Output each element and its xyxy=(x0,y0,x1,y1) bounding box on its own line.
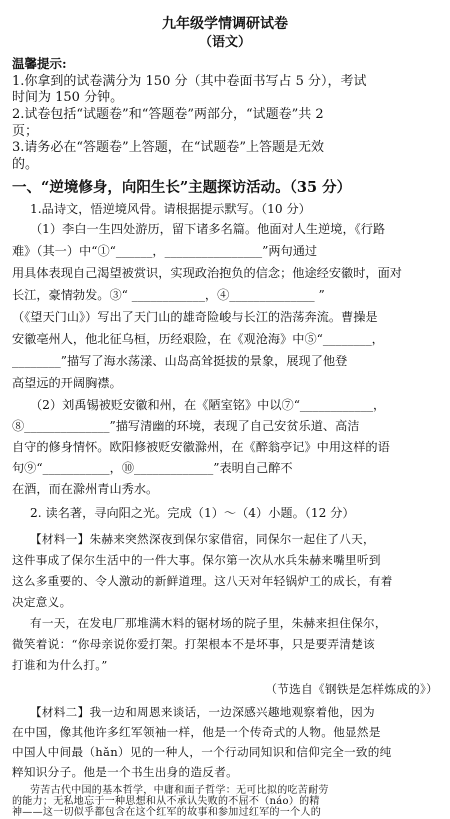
q1-line: 自守的修身情怀。欧阳修被贬安徽滁州，在《醉翁亭记》中用这样的语 xyxy=(12,440,390,454)
q1-line: 长江，豪情勃发。③“ ____________，④______________ ” xyxy=(12,288,325,302)
material-1-line: 决定意义。 xyxy=(12,595,72,609)
material-1-line: 这件事成了保尔生活中的一件大事。保尔第一次从水兵朱赫来嘴里听到 xyxy=(12,553,381,567)
notice-line: 1.你拿到的试卷满分为 150 分（其中卷面书写占 5 分），考试 xyxy=(12,74,367,89)
q1-line: 句⑨“___________，⑩_____________”表明自己醉不 xyxy=(12,461,293,475)
material-2-line: 【材料二】我一边和周恩来谈话，一边深感兴趣地观察着他，因为 xyxy=(30,705,375,719)
notice-line: 2.试卷包括“试题卷”和“答题卷”两部分，“试题卷”共 2 xyxy=(12,107,324,122)
q1-line: 高望远的开阔胸襟。 xyxy=(12,376,122,390)
material-1-line: 有一天，在发电厂那堆满木料的锯材场的院子里，朱赫来担住保尔， xyxy=(30,616,387,630)
material-2-line: 神——这一切似乎都包含在这个红军的故事和参加过红军的一个人的 xyxy=(12,807,321,818)
question-2-heading: 2. 读名著，寻向阳之光。完成（1）～（4）小题。（12 分） xyxy=(30,506,355,520)
notice-heading: 温馨提示: xyxy=(12,56,67,71)
question-1-heading: 1.品诗文，悟逆境风骨。请根据提示默写。（10 分） xyxy=(30,202,311,216)
q1-line: 难》（其一）中“①“______，________________”两句通过 xyxy=(12,244,318,258)
material-2-line: 粹知识分子。他是一个书生出身的造反者。 xyxy=(12,765,238,779)
notice-line: 的。 xyxy=(12,157,39,172)
material-1-line: 这么多重要的、令人激动的新鲜道理。这八天对年轻锅炉工的成长，有着 xyxy=(12,574,393,588)
notice-line: 页； xyxy=(12,124,39,139)
q1-line: 安徽亳州人，他北征乌桓，历经艰险，在《观沧海》中⑤“________， xyxy=(12,332,384,346)
material-2-line: 中国人中间最（hǎn）见的一种人，一个行动同知识和信仰完全一致的纯 xyxy=(12,745,392,759)
exam-subtitle: （语文） xyxy=(198,35,251,50)
notice-line: 3.请务必在“答题卷”上答题，在“试题卷”上答题是无效 xyxy=(12,140,324,155)
material-2-line: 在中国，像其他许多红军领袖一样，他是一个传奇式的人物。他显然是 xyxy=(12,725,381,739)
q1-line: （2）刘禹锡被贬安徽和州，在《陋室铭》中以⑦“____________， xyxy=(30,398,386,412)
q1-line: （1）李白一生四处游历，留下诸多名篇。他面对人生逆境，《行路 xyxy=(30,222,386,236)
section-title: 一、“逆境修身，向阳生长”主题探访活动。（35 分） xyxy=(12,179,352,196)
q1-line: （《望天门山》）写出了天门山的雄奇险峻与长江的浩荡奔流。曹操是 xyxy=(12,310,378,324)
q1-line: ________”描写了海水荡漾、山岛高耸挺拔的景象，展现了他登 xyxy=(12,354,348,368)
material-1-line: 打谁和为什么打。” xyxy=(12,658,108,672)
q1-line: 用具体表现自己渴望被赏识，实现政治抱负的信念；他途经安徽时，面对 xyxy=(12,266,402,280)
material-1-line: 【材料一】朱赫来突然深夜到保尔家借宿，同保尔一起住了八天， xyxy=(30,532,375,546)
material-2-line: 的能力；无私地忘于一种思想和从不承认失败的不屈不（náo）的精 xyxy=(12,796,320,807)
source-citation-1: （节选自《钢铁是怎样炼成的》） xyxy=(265,682,438,696)
notice-line: 时间为 150 分钟。 xyxy=(12,90,124,105)
exam-title: 九年级学情调研试卷 xyxy=(162,16,288,32)
material-1-line: 微笑着说：“你母亲说你爱打架。打架根本不是坏事，只是要弄清楚该 xyxy=(12,637,376,651)
material-2-line: 劳苦古代中国的基本哲学，中庸和面子哲学：无可比拟的吃苦耐劳 xyxy=(30,785,329,796)
q1-line: 在酒，而在滁州青山秀水。 xyxy=(12,482,159,496)
q1-line: ⑧______________”描写清幽的环境，表现了自己安贫乐道、高洁 xyxy=(12,419,360,433)
